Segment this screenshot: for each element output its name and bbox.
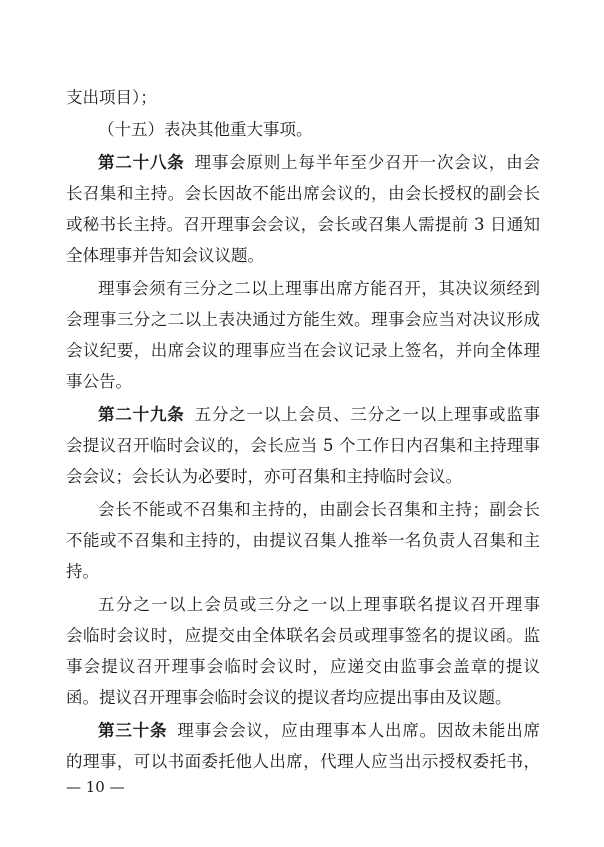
text-line-1: 支出项目）； [66, 88, 157, 107]
text-line-22: 的理事，可以书面委托他人出席，代理人应当出示授权委托书， [66, 752, 540, 771]
text-line-7: 理事会须有三分之二以上理事出席方能召开，其决议须经到 [98, 279, 540, 298]
text-line-20: 函。提议召开理事会临时会议的提议者均应提出事由及议题。 [66, 688, 512, 707]
page-number: — 10 — [66, 778, 125, 796]
article-29-title: 第二十九条 [98, 405, 185, 424]
text-line-13: 会会议；会长认为必要时，亦可召集和主持临时会议。 [66, 467, 462, 486]
text-line-4: 长召集和主持。会长因故不能出席会议的，由会长授权的副会长 [66, 184, 540, 203]
article-29-line-1: 第二十九条 五分之一以上会员、三分之一以上理事或监事 [98, 405, 540, 424]
text-line-18: 会临时会议时，应提交由全体联名会员或理事签名的提议函。监 [66, 626, 540, 645]
article-30-line-1: 第三十条 理事会会议，应由理事本人出席。因故未能出席 [98, 721, 540, 740]
text-line-9: 会议纪要，出席会议的理事应当在会议记录上签名，并向全体理 [66, 341, 540, 360]
text-line-17: 五分之一以上会员或三分之一以上理事联名提议召开理事 [98, 595, 540, 614]
text-line-10: 事公告。 [66, 372, 132, 391]
text-line-19: 事会提议召开理事会临时会议时，应递交由监事会盖章的提议 [66, 657, 540, 676]
text-line-14: 会长不能或不召集和主持的，由副会长召集和主持；副会长 [98, 500, 540, 519]
text-line-5: 或秘书长主持。召开理事会会议，会长或召集人需提前 3 日通知 [66, 215, 540, 234]
text-line-12: 会提议召开临时会议的，会长应当 5 个工作日内召集和主持理事 [66, 436, 540, 455]
text-line-16: 持。 [66, 562, 99, 581]
article-28-line-1: 第二十八条 理事会原则上每半年至少召开一次会议，由会 [98, 153, 540, 172]
text-line-15: 不能或不召集和主持的，由提议召集人推举一名负责人召集和主 [66, 531, 540, 550]
text-line-8: 会理事三分之二以上表决通过方能生效。理事会应当对决议形成 [66, 310, 540, 329]
article-28-title: 第二十八条 [98, 153, 185, 172]
article-30-title: 第三十条 [98, 721, 168, 740]
text-line-2: （十五）表决其他重大事项。 [98, 120, 313, 139]
text-line-6: 全体理事并告知会议议题。 [66, 246, 264, 265]
